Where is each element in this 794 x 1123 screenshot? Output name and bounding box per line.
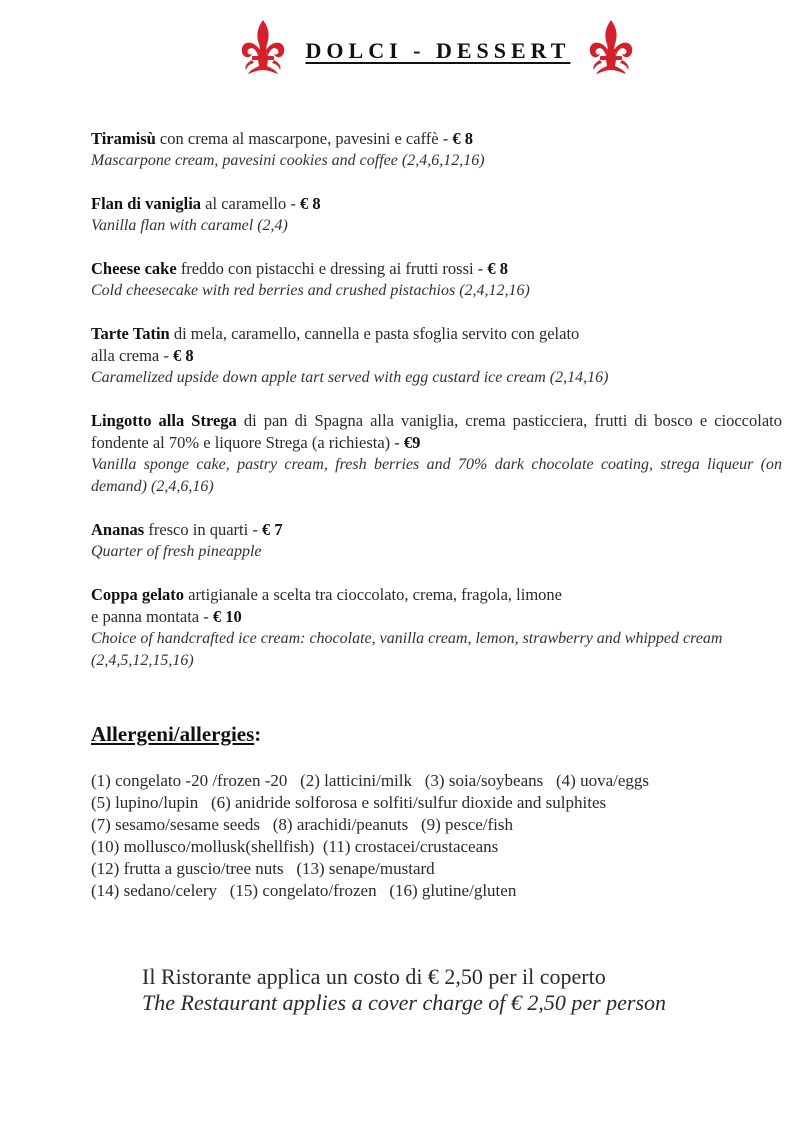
menu-item-flan (91, 193, 782, 237)
cover-charge-english: The Restaurant applies a cover charge of € 2,50 per person (142, 990, 667, 1015)
dish-english: Vanilla flan with caramel (2,4) (91, 217, 288, 234)
dish-description: al caramello - (201, 194, 300, 213)
dish-price: € 8 (487, 259, 508, 278)
dish-name: Lingotto alla Strega (91, 411, 237, 430)
fleur-de-lis-icon (238, 18, 288, 76)
dish-name: Ananas (91, 520, 145, 539)
dessert-menu (91, 128, 782, 693)
dish-description: freddo con pistacchi e dressing ai frutti rossi - (176, 259, 488, 278)
allergen-line: (7) sesamo/sesame seeds (8) arachidi/peanuts (9) pesce/fish (91, 815, 514, 834)
dish-name: Tarte Tatin (91, 324, 170, 343)
dish-english: Caramelized upside down apple tart served with egg custard ice cream (2,14,16) (91, 369, 609, 386)
menu-item-ananas (91, 519, 782, 563)
allergens-title-colon: : (254, 722, 262, 746)
allergen-line: (10) mollusco/mollusk(shellfish) (11) crostacei/crustaceans (91, 837, 499, 856)
dish-description: con crema al mascarpone, pavesini e caffè - (155, 129, 453, 148)
dish-description: di pan di Spagna alla vaniglia, crema pasticciera, frutti di bosco e cioccolato fondente al 70% e liquore Strega (a richiesta) - (91, 411, 782, 452)
allergens-heading (91, 722, 261, 747)
allergen-line: (5) lupino/lupin (6) anidride solforosa e solfiti/sulfur dioxide and sulphites (91, 793, 607, 812)
dish-english: Quarter of fresh pineapple (91, 543, 262, 560)
fleur-de-lis-icon (586, 18, 636, 76)
page-title: DOLCI - DESSERT (305, 38, 571, 63)
cover-charge-note (142, 964, 742, 1016)
dish-price: € 8 (452, 129, 473, 148)
dish-description-cont: alla crema - (91, 346, 173, 365)
menu-item-tarte-tatin (91, 323, 782, 389)
menu-item-coppa-gelato (91, 584, 782, 672)
dish-price: € 8 (172, 346, 194, 365)
allergen-line: (12) frutta a guscio/tree nuts (13) senape/mustard (91, 859, 435, 878)
menu-item-cheese-cake (91, 258, 782, 302)
dish-english: Cold cheesecake with red berries and crushed pistachios (2,4,12,16) (91, 282, 530, 299)
allergens-title: Allergeni/allergies (91, 722, 255, 746)
dish-price: €9 (403, 433, 421, 452)
page-header (0, 16, 794, 76)
dish-price: € 8 (299, 194, 321, 213)
menu-item-lingotto (91, 410, 782, 498)
dish-description-cont: e panna montata - (91, 607, 213, 626)
dish-description: fresco in quarti - (144, 520, 262, 539)
dish-price: € 7 (261, 520, 283, 539)
dish-description: di mela, caramello, cannella e pasta sfoglia servito con gelato (169, 324, 580, 343)
dish-name: Flan di vaniglia (91, 194, 202, 213)
dish-name: Cheese cake (91, 259, 177, 278)
dish-name: Coppa gelato (91, 585, 185, 604)
dish-english: Vanilla sponge cake, pastry cream, fresh berries and 70% dark chocolate coating, strega liqueur (on demand) (2,4,6,16) (91, 456, 782, 495)
allergen-line: (1) congelato -20 /frozen -20 (2) latticini/milk (3) soia/soybeans (4) uova/eggs (91, 771, 650, 790)
cover-charge-italian: Il Ristorante applica un costo di € 2,50 per il coperto (142, 964, 606, 989)
dish-name: Tiramisù (91, 129, 156, 148)
dish-description: artigianale a scelta tra cioccolato, crema, fragola, limone (184, 585, 562, 604)
dish-english: Choice of handcrafted ice cream: chocolate, vanilla cream, lemon, strawberry and whipped cream (2,4,5,12,15,16) (91, 630, 723, 669)
allergen-line: (14) sedano/celery (15) congelato/frozen (16) glutine/gluten (91, 881, 517, 900)
menu-item-tiramisu (91, 128, 782, 172)
dish-english: Mascarpone cream, pavesini cookies and coffee (2,4,6,12,16) (91, 152, 485, 169)
allergens-list (91, 770, 781, 902)
dish-price: € 10 (212, 607, 242, 626)
